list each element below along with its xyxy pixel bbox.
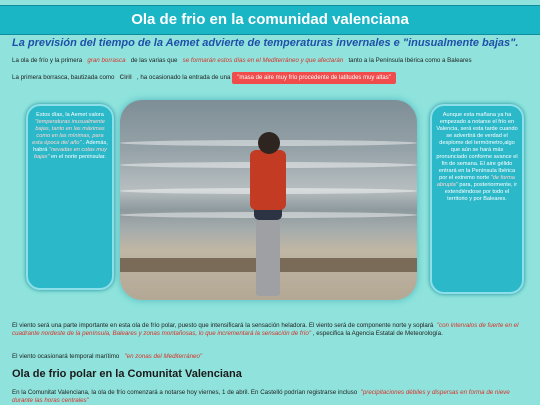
person-legs [256, 218, 280, 296]
para2-text: El viento ocasionará temporal marítimo [12, 353, 120, 360]
intro2-text-2: , ha ocasionado la entrada de una [136, 74, 231, 81]
wind-paragraph [12, 322, 527, 338]
left-box-quote-2: "nevadas en cotas muy bajas" [34, 147, 107, 160]
valencia-paragraph [12, 389, 527, 405]
left-box-quote-1: "temperaturas inusualmente bajas, tanto en las máximas como en las mínimas, para esta época del año" [32, 119, 105, 146]
page-header [0, 5, 540, 35]
para2-quote: "en zonas del Mediterráneo" [124, 353, 203, 360]
left-box-text-1: Estos días, la Aemet valora [36, 112, 104, 118]
intro2-storm-name: Ciril [119, 74, 132, 81]
para1-text-2: , especifica la Agencia Estatal de Meteorología. [312, 330, 443, 337]
walking-person [248, 132, 288, 300]
intro1-text-3: tanto a la Península Ibérica como a Baleares [348, 57, 472, 64]
para1-text: El viento será una parte importante en esta ola de frío polar, puesto que intensificará la sensación heladora. El viento será de componente norte y soplará [12, 322, 434, 329]
left-box-text-3: en el norte peninsular. [50, 154, 106, 160]
right-box-text-1: Aunque esta mañana ya ha empezado a notarse el frío en Valencia, será esta tarde cuando se advertirá de verdad el desplome del termómetro,algo que aún se hará más pronunciado conforme avance el fin de semana. El aire gélido entrará en la Península Ibérica por el extremo norte [436, 112, 518, 181]
right-box-quote: "de forma abrupta" [436, 175, 515, 188]
page-title: Ola de frio en la comunidad valenciana [131, 11, 409, 28]
intro2-text: La primera borrasca, bautizada como [12, 74, 115, 81]
section-heading: Ola de frio polar en la Comunitat Valenciana [12, 368, 242, 380]
intro1-highlight-quote: se formarán estos días en el Mediterráneo y que afectarán [182, 57, 344, 64]
intro1-highlight-borrasca: gran borrasca [87, 57, 126, 64]
intro1-text-2: de las varias que [130, 57, 178, 64]
person-head [258, 132, 280, 154]
hero-photo [120, 100, 417, 300]
left-info-box [26, 104, 114, 290]
para3-text: En la Comunitat Valenciana, la ola de frío comenzará a notarse hoy viernes, 1 de abril. En Castelló podrían registrarse incluso [12, 389, 358, 396]
para1-quote: "con intervalos de fuerte en el cuadrante nordeste de la península, Baleares y zonas montañosas, lo que incrementará la sensación de frío" [12, 322, 519, 337]
intro-line-2 [12, 72, 396, 84]
intro-line-1 [12, 57, 472, 64]
person-scarf [250, 150, 286, 210]
left-box-text-2: . Además, habrá [33, 140, 108, 153]
right-info-box [430, 104, 524, 294]
right-box-text-2: para, posteriormente, ir extendiéndose por todo el territorio y por Baleares. [444, 182, 518, 202]
intro1-text: La ola de frío y la primera [12, 57, 83, 64]
intro2-highlight-box: "masa de aire muy frío procedente de latitudes muy altas" [232, 72, 396, 84]
sea-paragraph [12, 353, 527, 361]
page-subtitle: La previsión del tiempo de la Aemet advierte de temperaturas invernales e "inusualmente bajas". [12, 37, 519, 49]
para3-quote: "precipitaciones débiles y dispersas en forma de nieve durante las horas centrales" [12, 389, 510, 404]
